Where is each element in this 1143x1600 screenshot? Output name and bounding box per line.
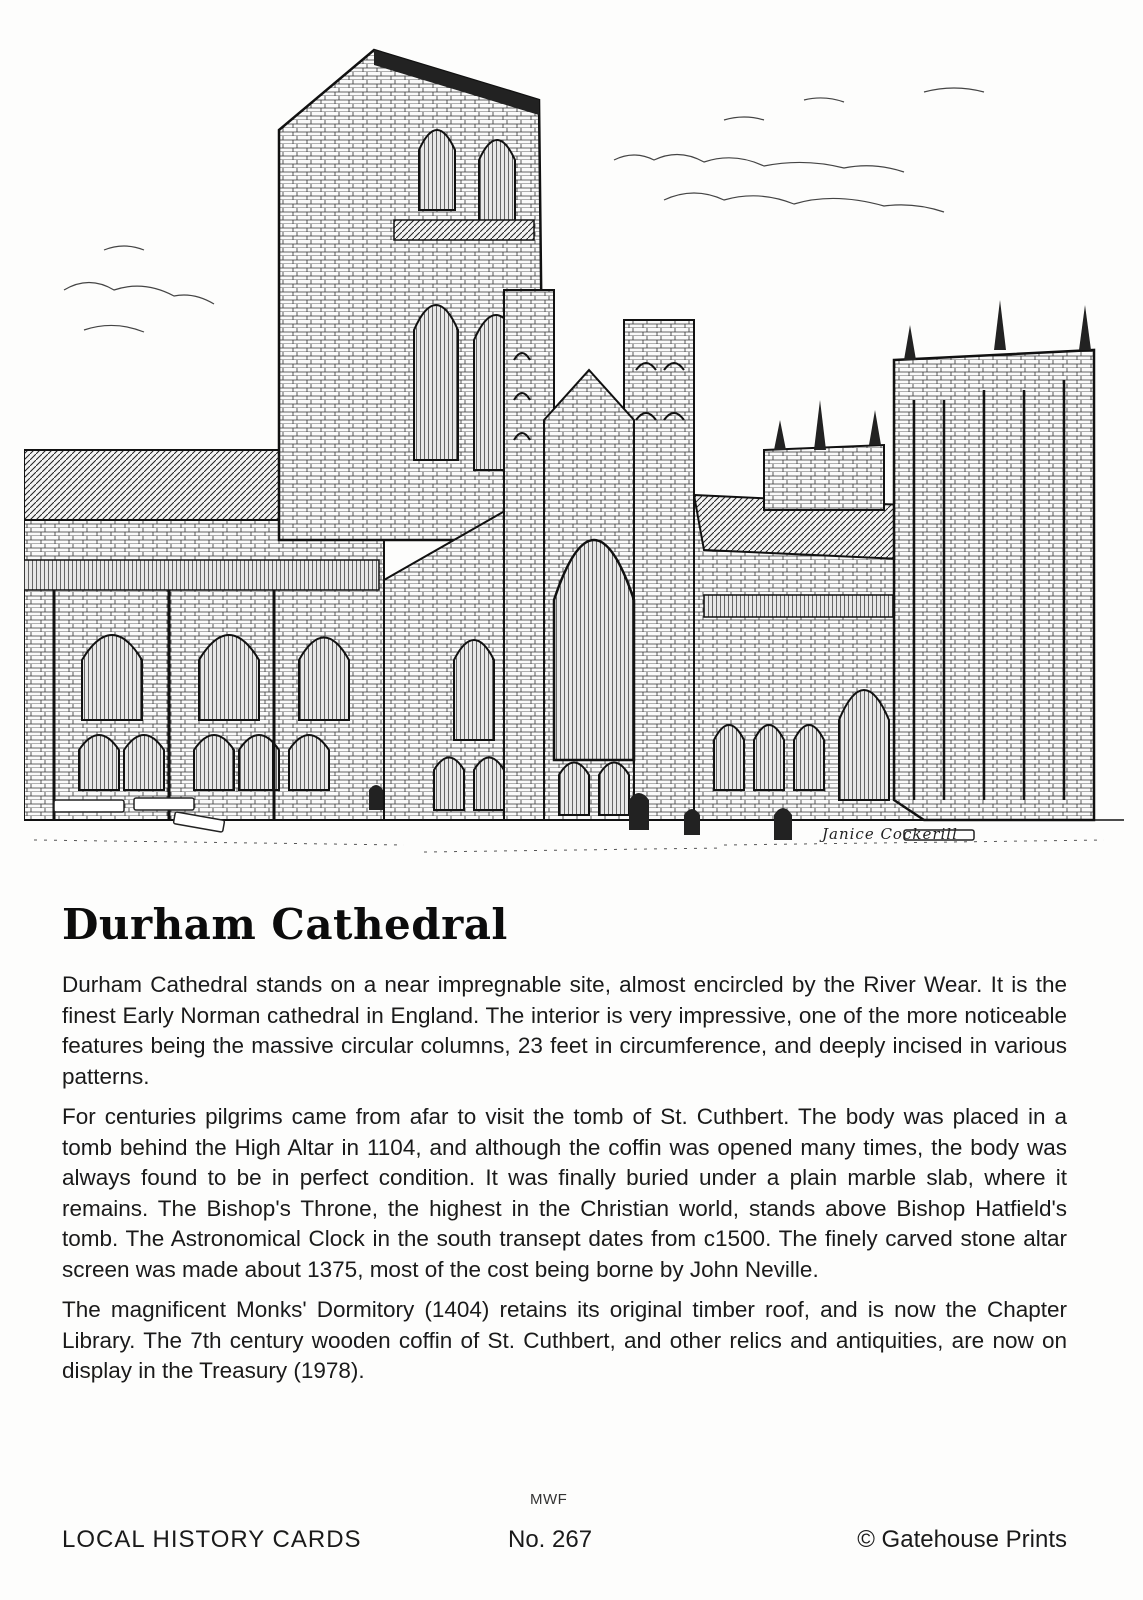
- cathedral-illustration: [24, 40, 1124, 870]
- right-nave: [694, 495, 924, 820]
- paragraph: The magnificent Monks' Dormitory (1404) retains its original timber roof, and is now the Chapter Library. The 7th century wooden coffin of St. Cuthbert, and other relics and antiquities, are now on display in the Treasury (1978).: [62, 1297, 1067, 1383]
- printer-code: MWF: [530, 1491, 568, 1508]
- card-number: No. 267: [508, 1526, 593, 1553]
- artist-signature: Janice Cockerill: [822, 825, 958, 843]
- card-title: Durham Cathedral: [62, 900, 508, 949]
- paragraph: For centuries pilgrims came from afar to visit the tomb of St. Cuthbert. The body was placed in a tomb behind the High Altar in 1104, and although the coffin was opened many times, the body was always found to be in perfect condition. It was finally buried under a plain marble slab, where it remains. The Bishop's Throne, the highest in the Christian world, stands above Bishop Hatfield's tomb. The Astronomical Clock in the south transept dates from c1500. The finely carved stone altar screen was made about 1375, most of the cost being borne by John Neville.: [62, 1104, 1067, 1282]
- series-name: LOCAL HISTORY CARDS: [62, 1526, 362, 1553]
- publisher: © Gatehouse Prints: [857, 1526, 1067, 1553]
- description: [62, 970, 1067, 1397]
- paragraph: Durham Cathedral stands on a near impregnable site, almost encircled by the River Wear. It is the finest Early Norman cathedral in England. The interior is very impressive, one of the more noticeable features being the massive circular columns, 23 feet in circumference, and deeply incised in various patterns.: [62, 972, 1067, 1089]
